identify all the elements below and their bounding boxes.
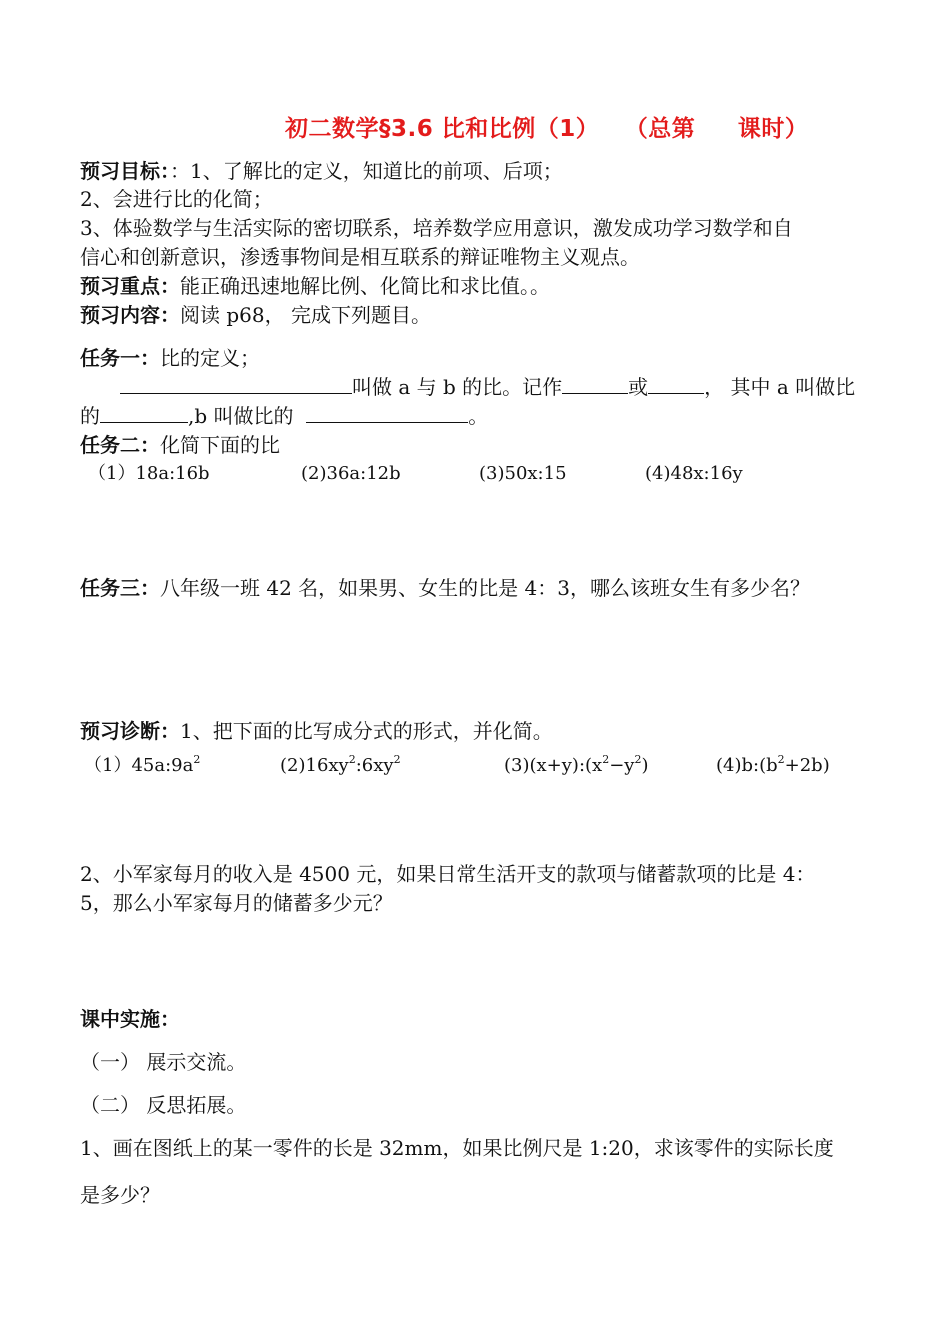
diagnosis-item-2-exp-a: 2	[348, 753, 356, 766]
diagnosis-label: 预习诊断：	[80, 719, 180, 743]
task2-item-1: （1）18a:16b	[88, 463, 210, 484]
goals-label: 预习目标：	[80, 159, 170, 183]
task2-heading	[80, 432, 280, 458]
content-label: 预习内容：	[80, 303, 180, 327]
task1-definition-line-2	[80, 403, 488, 429]
task2-item-2: (2)36a:12b	[301, 463, 401, 484]
goals-line-4: 信心和创新意识，渗透事物间是相互联系的辩证唯物主义观点。	[80, 245, 640, 269]
task3-text: 八年级一班 42 名，如果男、女生的比是 4：3，哪么该班女生有多少名？	[160, 576, 810, 600]
lesson-q1-line-2: 是多少？	[80, 1183, 160, 1207]
task1-part-1: 叫做 a 与 b 的比。记作	[352, 375, 563, 399]
task1-part-5: ,b 叫做比的	[188, 404, 294, 428]
lesson-heading: 课中实施：	[80, 1007, 180, 1031]
task1-part-6: 。	[468, 404, 489, 428]
diagnosis-item-3-exp-a: 2	[602, 753, 610, 766]
diagnosis-item-1	[84, 747, 200, 779]
task1-definition-line-1	[120, 374, 855, 400]
definition-blank[interactable]	[120, 375, 352, 394]
diagnosis-item-1-exp: 2	[193, 753, 201, 766]
content-line	[80, 302, 431, 328]
diagnosis-item-2	[280, 747, 401, 779]
task1-label: 任务一：	[80, 346, 160, 370]
diagnosis-item-4-text-b: +2b)	[784, 755, 830, 776]
keypoint-label: 预习重点：	[80, 274, 180, 298]
diagnosis-item-3	[504, 747, 648, 779]
diagnosis-item-4-text-a: (4)b:(b	[716, 755, 778, 776]
task1-heading	[80, 345, 260, 371]
notation-blank-1[interactable]	[562, 375, 628, 394]
task1-part-3: ， 其中 a 叫做比	[704, 375, 856, 399]
task2-item-3: (3)50x:15	[479, 463, 567, 484]
task3-line	[80, 575, 810, 601]
task2-item-4: (4)48x:16y	[645, 463, 743, 484]
diagnosis-q2-line-1: 2、小军家每月的收入是 4500 元，如果日常生活开支的款项与储蓄款项的比是 4：	[80, 862, 816, 886]
diagnosis-item-4	[716, 747, 830, 779]
diagnosis-item-3-text-b: −y	[609, 755, 635, 776]
goals-line-1	[80, 158, 563, 184]
task1-text: 比的定义；	[160, 346, 260, 370]
diagnosis-item-2-text-b: :6xy	[355, 755, 394, 776]
task2-text: 化简下面的比	[160, 433, 280, 457]
diagnosis-item-4-exp: 2	[777, 753, 785, 766]
lesson-step-2: （二） 反思拓展。	[80, 1093, 247, 1117]
goals-line-3: 3、体验数学与生活实际的密切联系，培养数学应用意识，激发成功学习数学和自	[80, 216, 793, 240]
task2-label: 任务二：	[80, 433, 160, 457]
page-title: 初二数学§3.6 比和比例（1） （总第 课时）	[285, 116, 809, 142]
antecedent-blank[interactable]	[100, 404, 188, 423]
notation-blank-2[interactable]	[648, 375, 704, 394]
task1-part-4: 的	[80, 404, 100, 428]
diagnosis-item-3-exp-b: 2	[634, 753, 642, 766]
keypoint-text: 能正确迅速地解比例、化简比和求比值。。	[180, 274, 550, 298]
diagnosis-q2-line-2: 5，那么小军家每月的储蓄多少元？	[80, 891, 393, 915]
lesson-step-1: （一） 展示交流。	[80, 1050, 247, 1074]
diagnosis-item-3-text-a: (3)(x+y):(x	[504, 755, 603, 776]
diagnosis-heading	[80, 718, 553, 744]
keypoint-line	[80, 273, 550, 299]
diagnosis-item-2-text-a: (2)16xy	[280, 755, 349, 776]
consequent-blank[interactable]	[306, 404, 468, 423]
lesson-q1-line-1: 1、画在图纸上的某一零件的长是 32mm，如果比例尺是 1:20，求该零件的实际长度	[80, 1136, 834, 1160]
diagnosis-item-1-text: （1）45a:9a	[84, 755, 194, 776]
content-text: 阅读 p68， 完成下列题目。	[180, 303, 431, 327]
task3-label: 任务三：	[80, 576, 160, 600]
diagnosis-text: 1、把下面的比写成分式的形式，并化简。	[180, 719, 553, 743]
goals-line-2: 2、会进行比的化简；	[80, 187, 273, 211]
task1-part-2: 或	[628, 375, 649, 399]
goals-text-1: ：1、了解比的定义，知道比的前项、后项；	[170, 159, 563, 183]
diagnosis-item-3-text-c: )	[641, 755, 649, 776]
diagnosis-item-2-exp-b: 2	[393, 753, 401, 766]
